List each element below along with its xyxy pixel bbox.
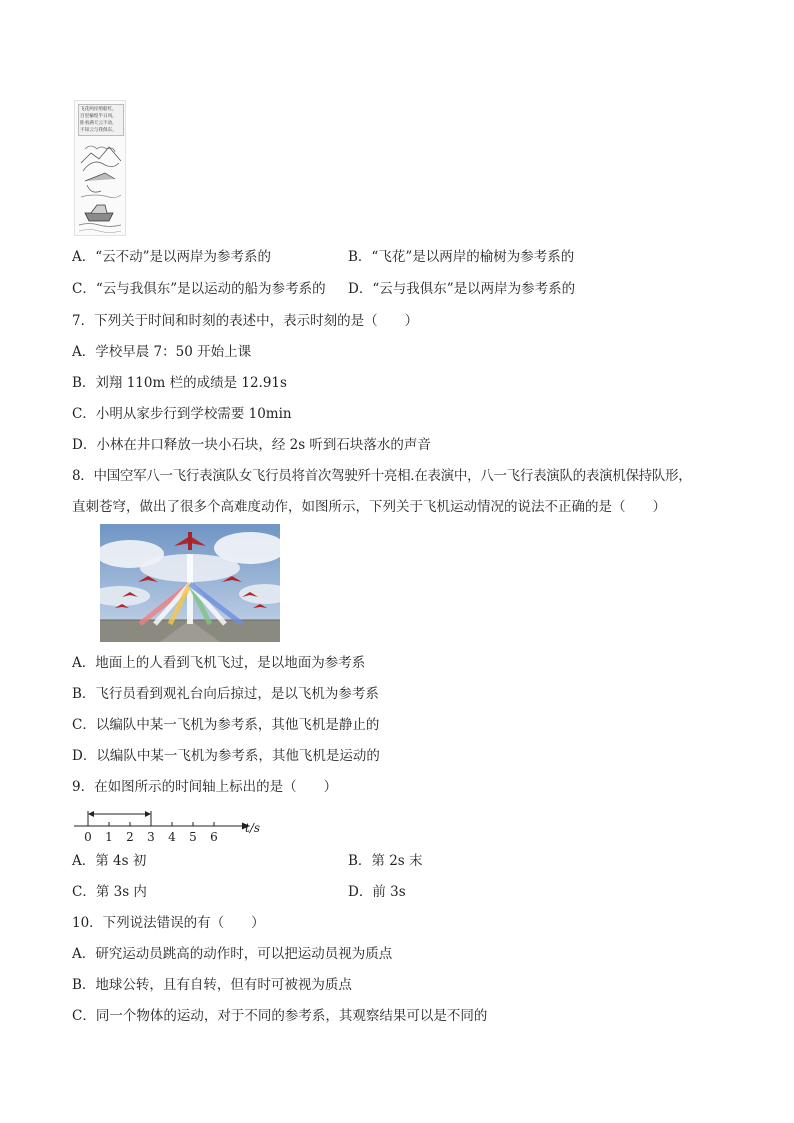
q10-option-a: A．研究运动员跳高的动作时，可以把运动员视为质点: [72, 946, 393, 962]
q8-option-a: A．地面上的人看到飞机飞过，是以地面为参考系: [72, 655, 366, 671]
q10-stem: 10．下列说法错误的有（ ）: [72, 915, 265, 931]
boat-landscape-drawing: [75, 101, 127, 237]
q6-option-c: C．“云与我俱东”是以运动的船为参考系的: [72, 281, 326, 297]
poem-line: 卧看满天云不动，: [80, 121, 117, 126]
q6-option-d: D．“云与我俱东”是以两岸为参考系的: [348, 281, 576, 297]
q9-option-c: C．第 3s 内: [72, 884, 147, 900]
q8-option-c: C．以编队中某一飞机为参考系，其他飞机是静止的: [72, 717, 380, 733]
poem-line: 百里榆堤半日风，: [80, 114, 117, 119]
q7-option-b: B．刘翔 110m 栏的成绩是 12.91s: [72, 375, 287, 391]
q10-option-b: B．地球公转，且有自转，但有时可被视为质点: [72, 977, 352, 993]
q6-option-b: B．“飞花”是以两岸的榆树为参考系的: [348, 249, 575, 265]
q7-option-c: C．小明从家步行到学校需要 10min: [72, 406, 292, 422]
time-axis-tick-label: 4: [168, 830, 176, 844]
interval-right-arrow: [145, 811, 151, 817]
q9-option-a: A．第 4s 初: [72, 853, 147, 869]
time-axis-tick-label: 6: [210, 830, 218, 844]
q7-option-a: A．学校早晨 7：50 开始上课: [72, 344, 252, 360]
marked-interval: [88, 811, 151, 826]
q7-option-d: D．小林在井口释放一块小石块，经 2s 听到石块落水的声音: [72, 437, 431, 453]
q9-option-b: B．第 2s 末: [348, 853, 423, 869]
q9-stem: 9．在如图所示的时间轴上标出的是（ ）: [72, 779, 338, 795]
time-axis-tick-label: 3: [147, 830, 155, 844]
q8-stem-line1: 8．中国空军八一飞行表演队女飞行员将首次驾驶歼十亮相.在表演中，八一飞行表演队的表演机保持队形，: [72, 468, 692, 484]
q7-stem: 7．下列关于时间和时刻的表述中，表示时刻的是（ ）: [72, 313, 419, 329]
q8-option-b: B．飞行员看到观礼台向后掠过，是以飞机为参考系: [72, 686, 379, 702]
poem-line: 飞花两岸照船红，: [80, 107, 117, 112]
q9-option-d: D．前 3s: [348, 884, 406, 900]
q8-stem-line2: 直刺苍穹，做出了很多个高难度动作，如图所示，下列关于飞机运动情况的说法不正确的是（ ）: [72, 499, 666, 515]
time-axis-tick-label: 0: [84, 830, 92, 844]
time-axis-tick-label: 2: [126, 830, 134, 844]
time-axis-figure: [70, 806, 270, 844]
poem-illustration: [74, 100, 126, 236]
poem-line: 不知云与我俱东。: [80, 128, 117, 133]
time-axis-tick-label: 5: [189, 830, 197, 844]
q10-option-c: C．同一个物体的运动，对于不同的参考系，其观察结果可以是不同的: [72, 1008, 488, 1024]
interval-left-arrow: [88, 811, 94, 817]
time-axis-unit-label: t/s: [245, 821, 261, 835]
time-axis-tick-label: 1: [105, 830, 113, 844]
q6-option-a: A．“云不动”是以两岸为参考系的: [72, 249, 272, 265]
aerobatic-formation-photo: [100, 524, 280, 642]
q8-option-d: D．以编队中某一飞机为参考系，其他飞机是运动的: [72, 748, 380, 764]
